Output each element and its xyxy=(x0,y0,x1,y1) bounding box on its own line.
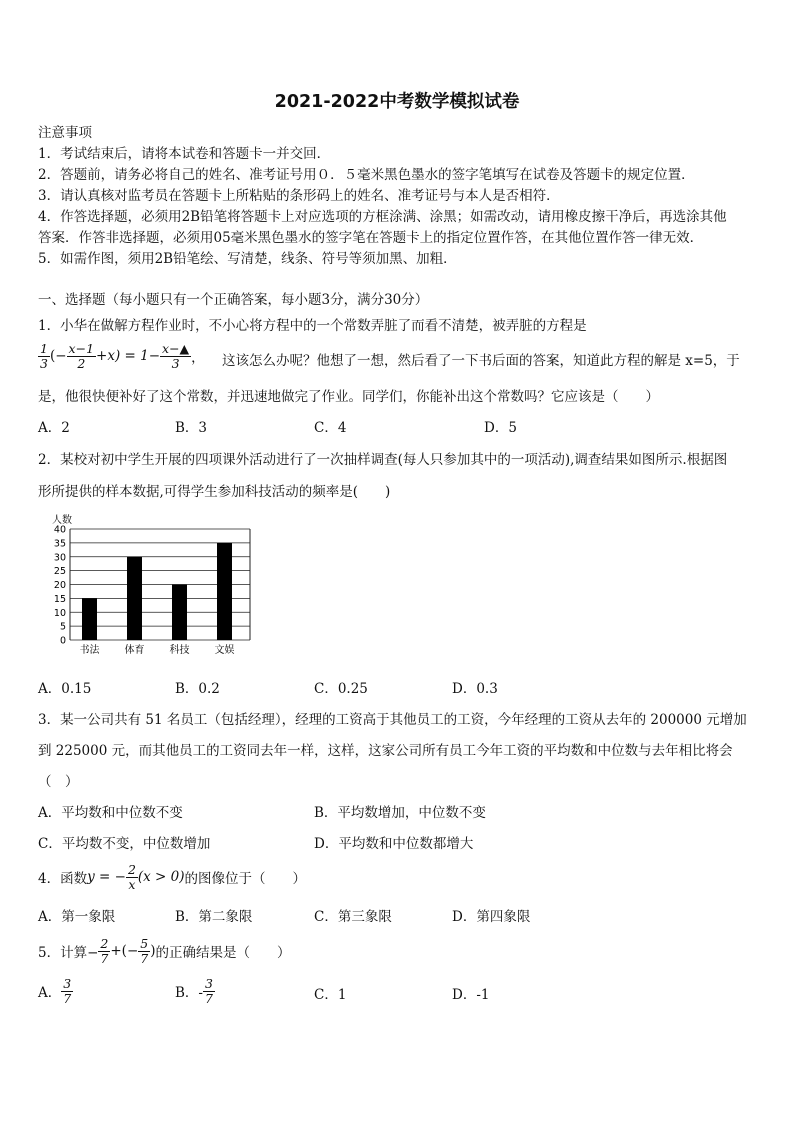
fraction: $\frac{1}{3}$ xyxy=(40,340,48,371)
fraction: $\frac{5}{7}$ xyxy=(140,935,149,966)
q4-option-d: D．第四象限 xyxy=(452,909,531,925)
fraction: $\frac{x-1}{2}$ xyxy=(68,340,95,371)
y-axis-label: 人数 xyxy=(52,515,72,526)
section-heading: 一、选择题（每小题只有一个正确答案，每小题3分，满分30分） xyxy=(38,292,429,308)
q2-stem-cont: 形所提供的样本数据,可得学生参加科技活动的频率是( ) xyxy=(38,484,391,500)
bar-文娱 xyxy=(217,543,232,640)
q5-stem: 5．计算− $\frac{2}{7}$ +(− $\frac{5}{7}$ ) 的正确结果是（ ） xyxy=(38,935,291,966)
q2-stem: 2．某校对初中学生开展的四项课外活动进行了一次抽样调查(每人只参加其中的一项活动),调查结果如图所示.根据图 xyxy=(38,452,728,468)
notice-heading: 注意事项 xyxy=(38,125,92,141)
page-title: 2021-2022中考数学模拟试卷 xyxy=(274,92,520,112)
q3-stem-cont: （ ） xyxy=(38,774,79,790)
q4-option-a: A．第一象限 xyxy=(38,909,116,925)
q3-stem-cont: 到 225000 元，而其他员工的工资同去年一样，这样，这家公司所有员工今年工资的平均数和中位数与去年相比将会 xyxy=(38,743,733,759)
notice-line: 2．答题前，请务必将自己的姓名、准考证号用０．５毫米黑色墨水的签字笔填写在试卷及答题卡的规定位置． xyxy=(38,167,695,183)
notice-line: 3．请认真核对监考员在答题卡上所粘贴的条形码上的姓名、准考证号与本人是否相符． xyxy=(38,188,560,204)
bar-书法 xyxy=(82,598,97,640)
y-tick-label: 10 xyxy=(53,607,66,619)
notice-line: 1．考试结束后，请将本试卷和答题卡一并交回． xyxy=(38,146,331,162)
x-tick-label: 书法 xyxy=(79,645,100,656)
q2-option-b: B．0.2 xyxy=(175,681,220,697)
q3-stem: 3．某一公司共有 51 名员工（包括经理），经理的工资高于其他员工的工资，今年经理的工资从去年的 200000 元增加 xyxy=(38,712,747,728)
q1-stem-cont: 是，他很快便补好了这个常数，并迅速地做完了作业。同学们，你能补出这个常数吗？它应该是（ ） xyxy=(38,389,659,405)
q3-option-b: B．平均数增加，中位数不变 xyxy=(314,805,486,821)
q1-option-d: D．5 xyxy=(484,420,517,436)
q1-option-a: A．2 xyxy=(38,420,70,436)
q1-equation: $\frac{1}{3}$ (− $\frac{x-1}{2}$ +x) = 1− $\frac{x-▲}{3}$ ， xyxy=(40,340,205,371)
q1-stem-cont: 这该怎么办呢？他想了一想，然后看了一下书后面的答案，知道此方程的解是 x=5，于 xyxy=(222,353,740,369)
x-tick-label: 文娱 xyxy=(214,645,235,656)
q5-option-a: A． $\frac{3}{7}$ xyxy=(38,975,72,1006)
fraction: $\frac{x-▲}{3}$ xyxy=(162,340,190,371)
q2-option-d: D．0.3 xyxy=(452,681,498,697)
y-tick-label: 5 xyxy=(59,621,66,633)
y-tick-label: 40 xyxy=(53,524,66,536)
q2-option-a: A．0.15 xyxy=(38,681,92,697)
q3-option-c: C．平均数不变，中位数增加 xyxy=(38,836,211,852)
q5-option-d: D．-1 xyxy=(452,987,490,1003)
notice-line: 5．如需作图，须用2B铅笔绘、写清楚，线条、符号等须加黑、加粗． xyxy=(38,251,457,267)
q4-stem: 4．函数 y = − $\frac{2}{x}$ (x > 0) 的图像位于（ ） xyxy=(38,861,307,892)
q4-option-b: B．第二象限 xyxy=(175,909,253,925)
q3-option-d: D．平均数和中位数都增大 xyxy=(314,836,474,852)
x-tick-label: 体育 xyxy=(124,645,145,656)
y-tick-label: 20 xyxy=(53,580,66,591)
x-tick-label: 科技 xyxy=(169,645,190,656)
fraction: $\frac{3}{7}$ xyxy=(63,975,72,1006)
bar-chart xyxy=(36,512,266,657)
q1-stem: 1．小华在做解方程作业时，不小心将方程中的一个常数弄脏了而看不清楚，被弄脏的方程是 xyxy=(38,318,587,334)
fraction: $\frac{2}{x}$ xyxy=(127,861,136,892)
fraction: $\frac{3}{7}$ xyxy=(204,975,213,1006)
notice-line: 4．作答选择题，必须用2B铅笔将答题卡上对应选项的方框涂满、涂黑；如需改动，请用橡皮擦干净后，再选涂其他 xyxy=(38,209,727,225)
bar-科技 xyxy=(172,585,187,641)
q5-option-b: B．- $\frac{3}{7}$ xyxy=(175,975,213,1006)
bar-体育 xyxy=(127,557,142,640)
fraction: $\frac{2}{7}$ xyxy=(100,935,109,966)
y-tick-label: 15 xyxy=(53,593,66,605)
q4-option-c: C．第三象限 xyxy=(314,909,392,925)
y-tick-label: 35 xyxy=(53,538,66,550)
q5-option-c: C．1 xyxy=(314,987,347,1003)
q2-option-c: C．0.25 xyxy=(314,681,368,697)
notice-line: 答案．作答非选择题，必须用05毫米黑色墨水的签字笔在答题卡上的指定位置作答，在其他位置作答一律无效． xyxy=(38,230,704,246)
y-tick-label: 0 xyxy=(59,635,66,647)
q1-option-b: B．3 xyxy=(175,420,208,436)
y-tick-label: 30 xyxy=(53,552,66,564)
q3-option-a: A．平均数和中位数不变 xyxy=(38,805,183,821)
y-tick-label: 25 xyxy=(53,566,66,578)
q1-option-c: C．4 xyxy=(314,420,347,436)
